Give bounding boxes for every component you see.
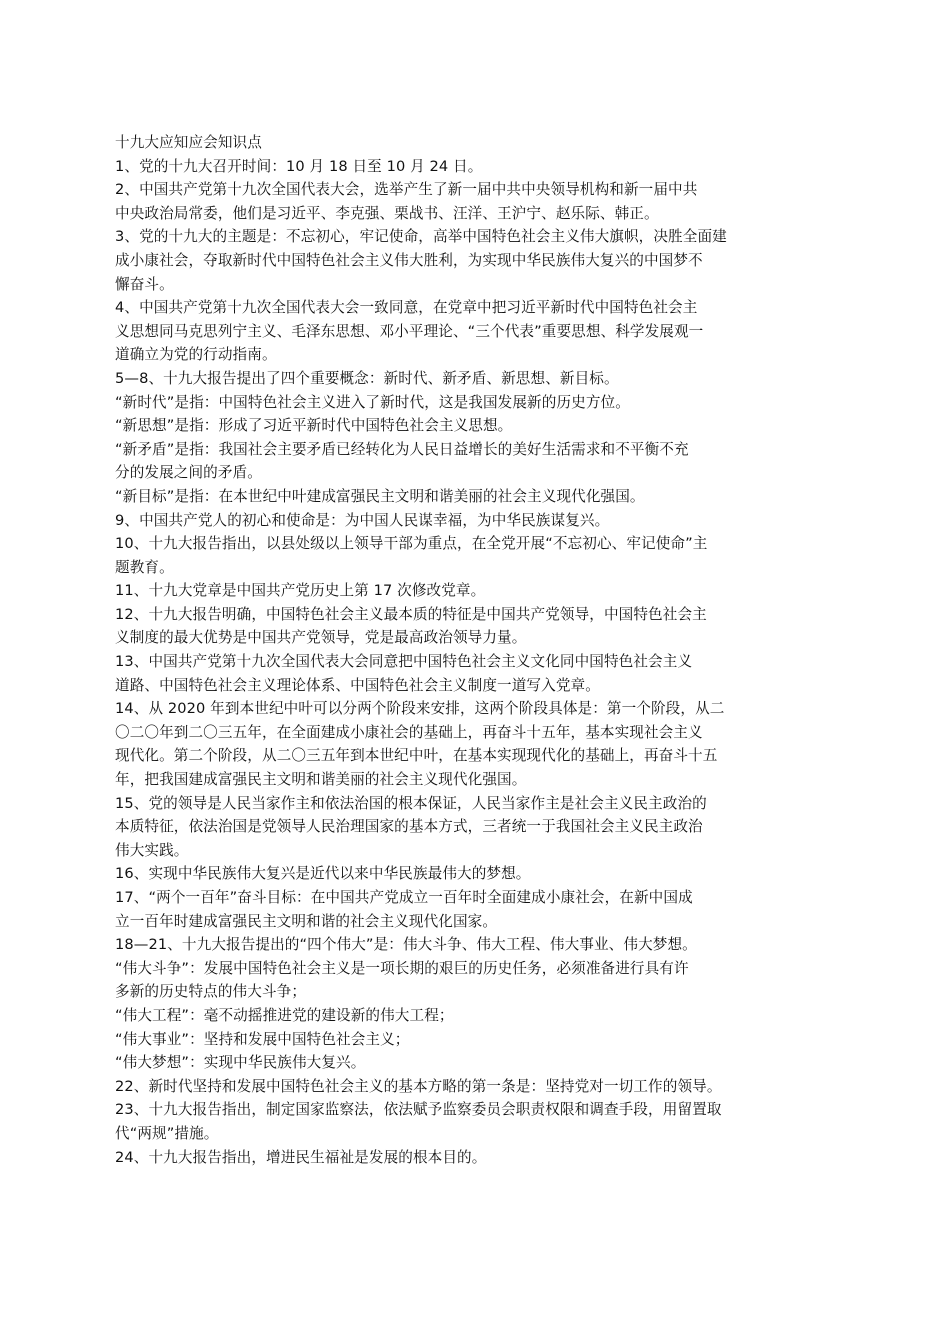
paragraph — [115, 1004, 835, 1028]
paragraph — [115, 886, 835, 933]
paragraph — [115, 862, 835, 886]
text-line: “伟大工程”：毫不动摇推进党的建设新的伟大工程； — [115, 1006, 454, 1024]
paragraph — [115, 650, 835, 697]
paragraph — [115, 1028, 835, 1052]
text-line: 2、中国共产党第十九次全国代表大会，选举产生了新一届中共中央领导机构和新一届中共 — [115, 181, 698, 199]
paragraph — [115, 532, 835, 579]
paragraph — [115, 225, 835, 296]
text-line: “新目标”是指：在本世纪中叶建成富强民主文明和谐美丽的社会主义现代化强国。 — [115, 487, 645, 505]
text-line: 14、从 2020 年到本世纪中叶可以分两个阶段来安排，这两个阶段具体是：第一个阶段，从二 — [115, 700, 725, 718]
paragraph — [115, 697, 835, 791]
text-line: 1、党的十九大召开时间：10 月 18 日至 10 月 24 日。 — [115, 157, 483, 175]
text-line: 现代化。第二个阶段，从二〇三五年到本世纪中叶，在基本实现现代化的基础上，再奋斗十五 — [115, 747, 718, 765]
text-line: 本质特征，依法治国是党领导人民治理国家的基本方式，三者统一于我国社会主义民主政治 — [115, 818, 703, 836]
paragraph — [115, 414, 835, 438]
text-line: 伟大实践。 — [115, 841, 189, 859]
text-line: 3、党的十九大的主题是：不忘初心，牢记使命，高举中国特色社会主义伟大旗帜，决胜全面建 — [115, 228, 727, 246]
paragraph — [115, 367, 835, 391]
text-line: 多新的历史特点的伟大斗争； — [115, 983, 307, 1001]
text-line: “伟大梦想”：实现中华民族伟大复兴。 — [115, 1054, 366, 1072]
paragraph — [115, 933, 835, 957]
text-line: 题教育。 — [115, 558, 174, 576]
paragraph — [115, 1146, 835, 1170]
text-line: 分的发展之间的矛盾。 — [115, 464, 262, 482]
paragraph — [115, 438, 835, 485]
paragraph — [115, 178, 835, 225]
text-line: 12、十九大报告明确，中国特色社会主义最本质的特征是中国共产党领导，中国特色社会主 — [115, 605, 707, 623]
text-line: 11、十九大党章是中国共产党历史上第 17 次修改党章。 — [115, 582, 486, 600]
text-line: “新思想”是指：形成了习近平新时代中国特色社会主义思想。 — [115, 417, 513, 435]
paragraph — [115, 1051, 835, 1075]
document-body — [115, 155, 835, 1170]
text-line: 16、实现中华民族伟大复兴是近代以来中华民族最伟大的梦想。 — [115, 865, 531, 883]
paragraph — [115, 509, 835, 533]
text-line: 24、十九大报告指出，增进民生福祉是发展的根本目的。 — [115, 1148, 487, 1166]
paragraph — [115, 1098, 835, 1145]
paragraph — [115, 1075, 835, 1099]
text-line: 道路、中国特色社会主义理论体系、中国特色社会主义制度一道写入党章。 — [115, 676, 600, 694]
text-line: “新时代”是指：中国特色社会主义进入了新时代，这是我国发展新的历史方位。 — [115, 393, 630, 411]
text-line: 17、“两个一百年”奋斗目标：在中国共产党成立一百年时全面建成小康社会，在新中国成 — [115, 889, 693, 906]
text-line: 10、十九大报告指出，以县处级以上领导干部为重点，在全党开展“不忘初心、牢记使命”主 — [115, 535, 708, 553]
text-line: “伟大事业”：坚持和发展中国特色社会主义； — [115, 1030, 410, 1048]
paragraph — [115, 155, 835, 179]
document-title: 十九大应知应会知识点 — [115, 134, 262, 151]
paragraph — [115, 603, 835, 650]
paragraph — [115, 792, 835, 863]
text-line: 义思想同马克思列宁主义、毛泽东思想、邓小平理论、“三个代表”重要思想、科学发展观一 — [115, 322, 704, 340]
paragraph — [115, 485, 835, 509]
text-line: 22、新时代坚持和发展中国特色社会主义的基本方略的第一条是：坚持党对一切工作的领导。 — [115, 1077, 722, 1095]
text-line: “伟大斗争”：发展中国特色社会主义是一项长期的艰巨的历史任务，必须准备进行具有许 — [115, 959, 689, 977]
paragraph — [115, 296, 835, 367]
text-line: 年，把我国建成富强民主文明和谐美丽的社会主义现代化强国。 — [115, 771, 527, 789]
text-line: “新矛盾”是指：我国社会主要矛盾已经转化为人民日益增长的美好生活需求和不平衡不充 — [115, 440, 689, 458]
text-line: 13、中国共产党第十九次全国代表大会同意把中国特色社会主义文化同中国特色社会主义 — [115, 653, 693, 671]
text-line: 〇二〇年到二〇三五年，在全面建成小康社会的基础上，再奋斗十五年，基本实现社会主义 — [115, 723, 703, 741]
paragraph — [115, 579, 835, 603]
text-line: 道确立为党的行动指南。 — [115, 346, 277, 364]
text-line: 义制度的最大优势是中国共产党领导，党是最高政治领导力量。 — [115, 629, 527, 647]
paragraph — [115, 391, 835, 415]
text-line: 15、党的领导是人民当家作主和依法治国的根本保证，人民当家作主是社会主义民主政治的 — [115, 794, 707, 812]
text-line: 懈奋斗。 — [115, 275, 174, 293]
text-line: 中央政治局常委，他们是习近平、李克强、栗战书、汪洋、王沪宁、赵乐际、韩正。 — [115, 204, 659, 222]
text-line: 23、十九大报告指出，制定国家监察法，依法赋予监察委员会职责权限和调查手段，用留置取 — [115, 1101, 722, 1119]
document-page — [115, 131, 835, 1169]
text-line: 成小康社会，夺取新时代中国特色社会主义伟大胜利，为实现中华民族伟大复兴的中国梦不 — [115, 251, 703, 269]
paragraph — [115, 957, 835, 1004]
text-line: 9、中国共产党人的初心和使命是：为中国人民谋幸福，为中华民族谋复兴。 — [115, 511, 610, 529]
text-line: 4、中国共产党第十九次全国代表大会一致同意，在党章中把习近平新时代中国特色社会主 — [115, 299, 698, 317]
text-line: 代“两规”措施。 — [115, 1124, 219, 1142]
text-line: 18—21、十九大报告提出的“四个伟大”是：伟大斗争、伟大工程、伟大事业、伟大梦想。 — [115, 936, 697, 954]
text-line: 5—8、十九大报告提出了四个重要概念：新时代、新矛盾、新思想、新目标。 — [115, 369, 619, 387]
text-line: 立一百年时建成富强民主文明和谐的社会主义现代化国家。 — [115, 912, 498, 930]
